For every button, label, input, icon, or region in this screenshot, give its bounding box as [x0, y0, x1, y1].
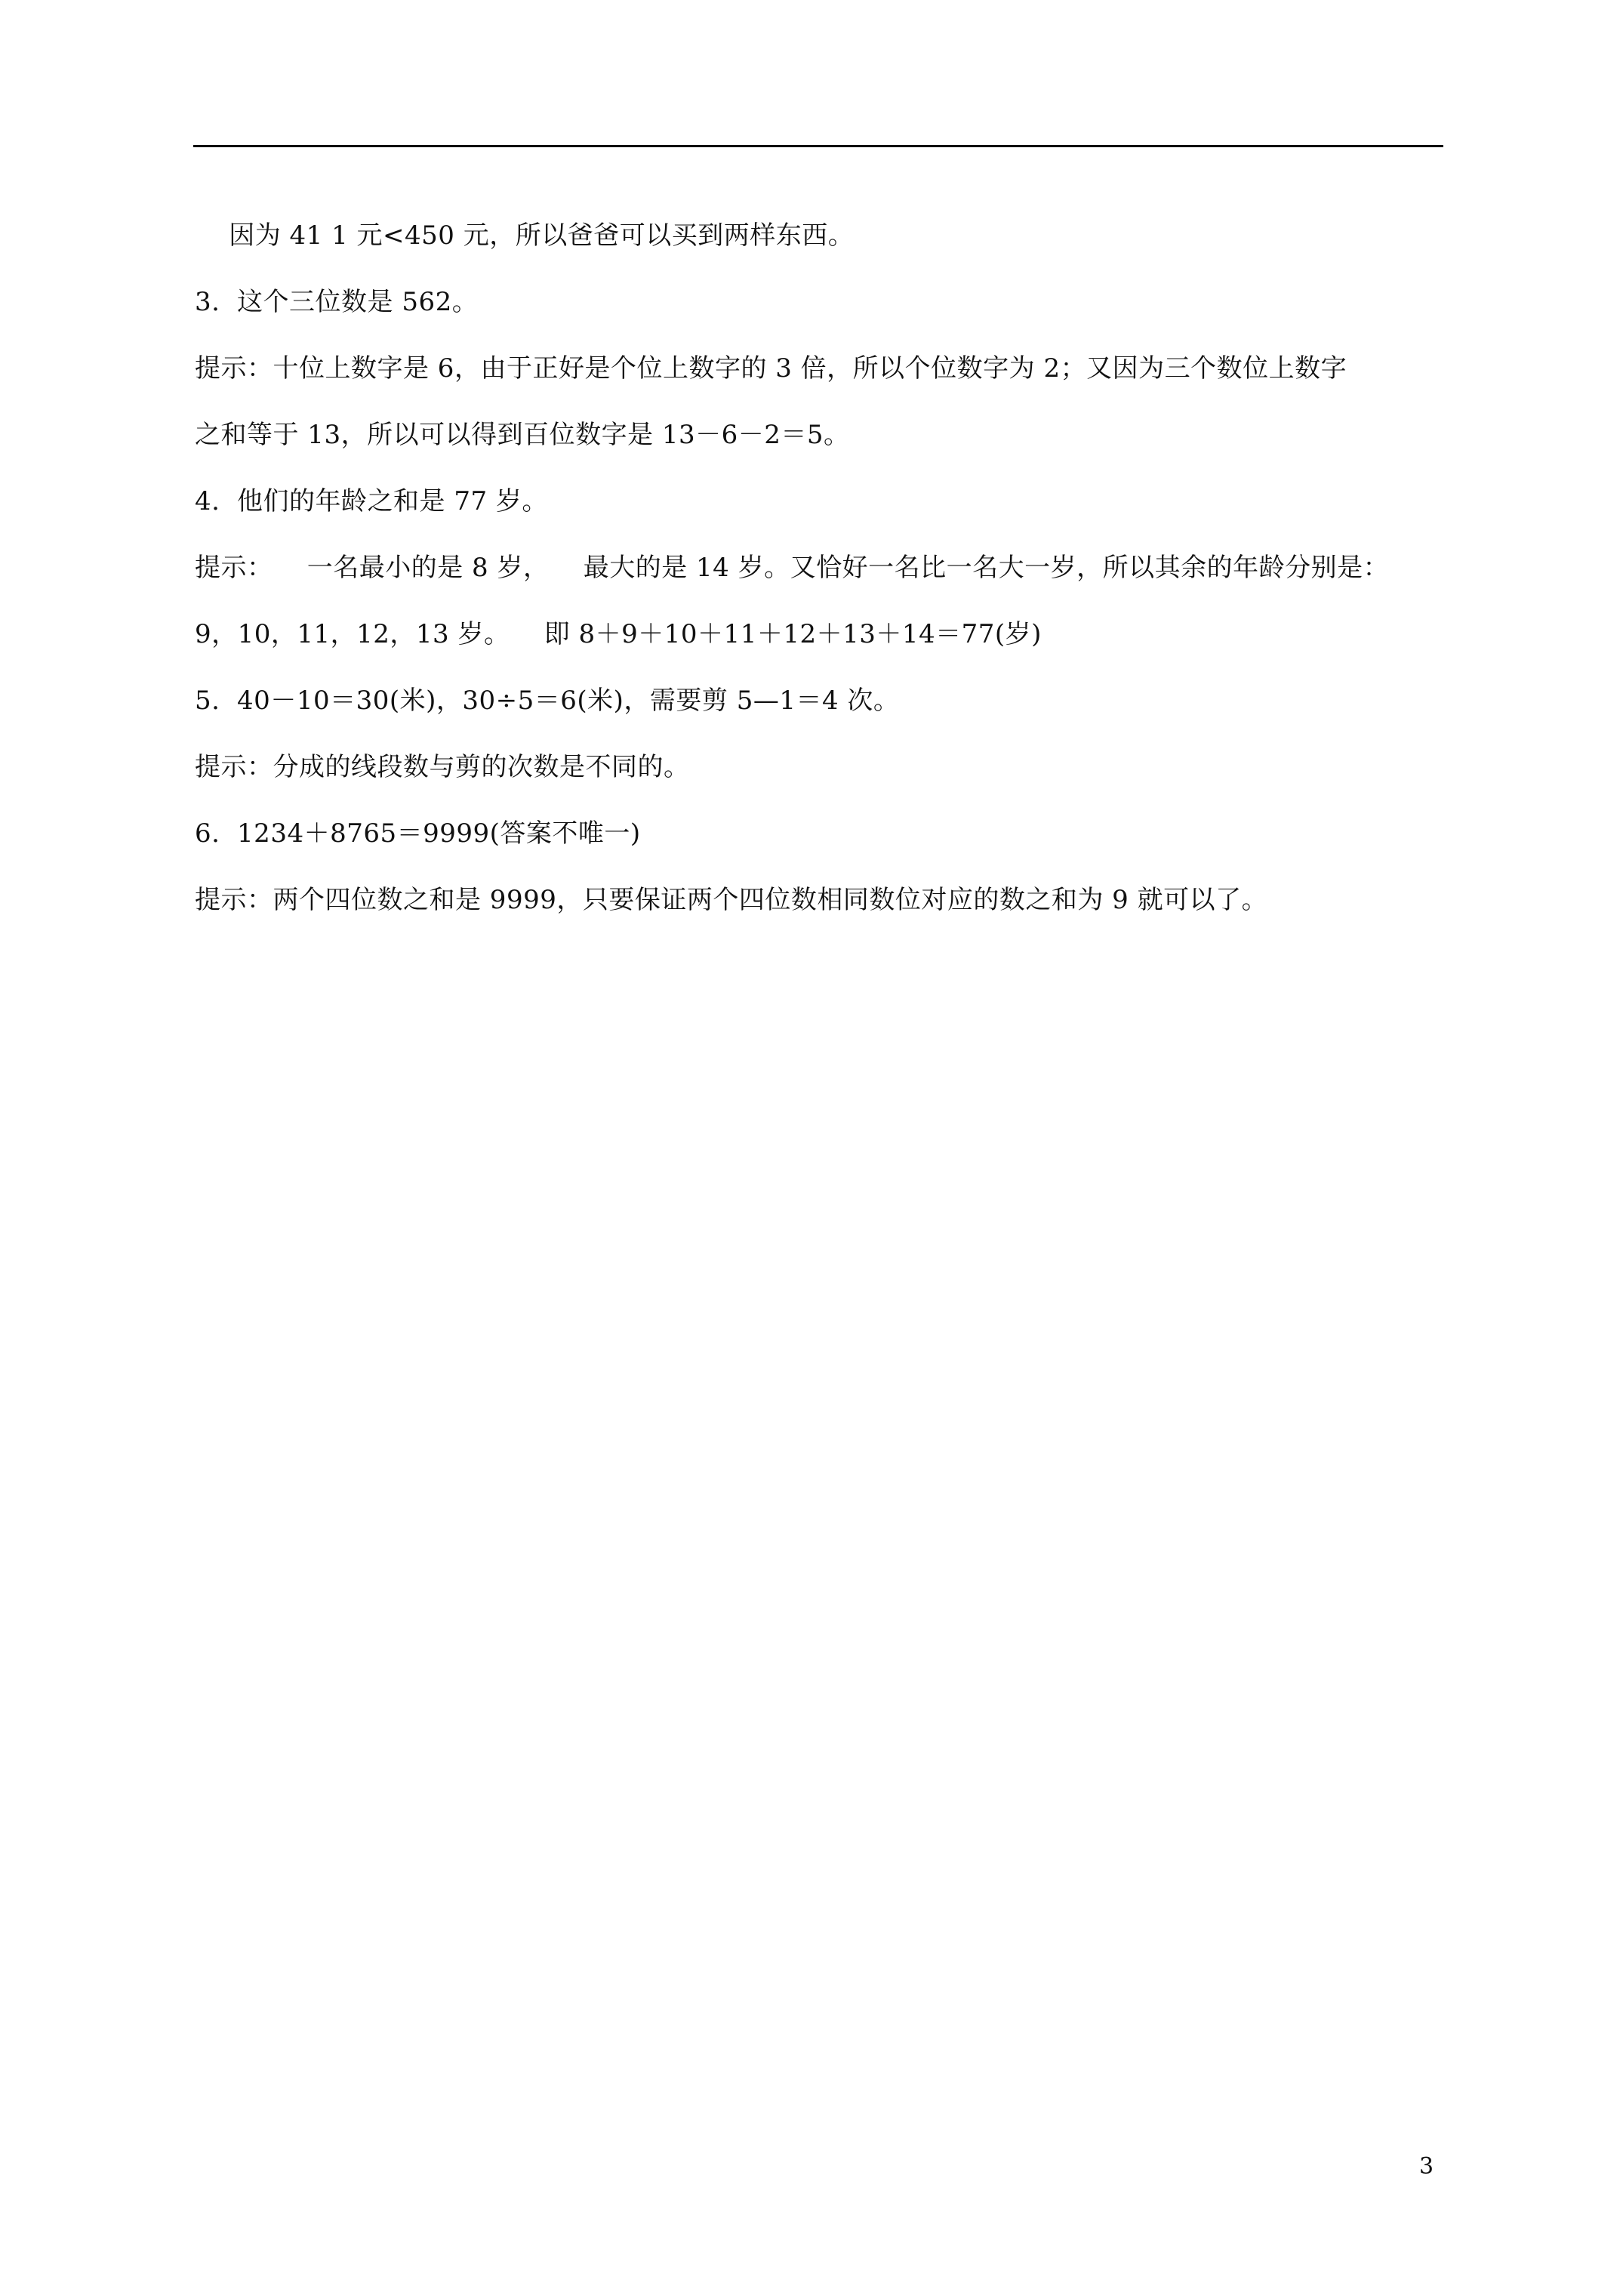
- text-line: 9，10，11，12，13 岁。 即 8＋9＋10＋11＋12＋13＋14＝77(岁): [195, 619, 1042, 649]
- page-number: 3: [1419, 2153, 1434, 2180]
- answer-text: [195, 202, 1478, 933]
- text-line: 提示：分成的线段数与剪的次数是不同的。: [195, 752, 690, 782]
- text-line: 提示：十位上数字是 6，由于正好是个位上数字的 3 倍，所以个位数字为 2；又因为三个数位上数字: [195, 353, 1347, 384]
- header-rule: [193, 145, 1443, 147]
- text-line: 3. 这个三位数是 562。: [195, 287, 479, 317]
- text-line: 提示：两个四位数之和是 9999，只要保证两个四位数相同数位对应的数之和为 9 就可以了。: [195, 885, 1268, 915]
- text-line: 之和等于 13，所以可以得到百位数字是 13－6－2＝5。: [195, 420, 850, 450]
- text-line: 因为 41 1 元<450 元，所以爸爸可以买到两样东西。: [195, 220, 855, 251]
- text-line: 6. 1234＋8765＝9999(答案不唯一): [195, 818, 641, 849]
- text-line: 4. 他们的年龄之和是 77 岁。: [195, 486, 548, 516]
- text-line: 提示： 一名最小的是 8 岁， 最大的是 14 岁。又恰好一名比一名大一岁，所以其余的年龄分别是：: [195, 553, 1390, 583]
- text-line: 5. 40－10＝30(米)，30÷5＝6(米)，需要剪 5—1＝4 次。: [195, 686, 900, 716]
